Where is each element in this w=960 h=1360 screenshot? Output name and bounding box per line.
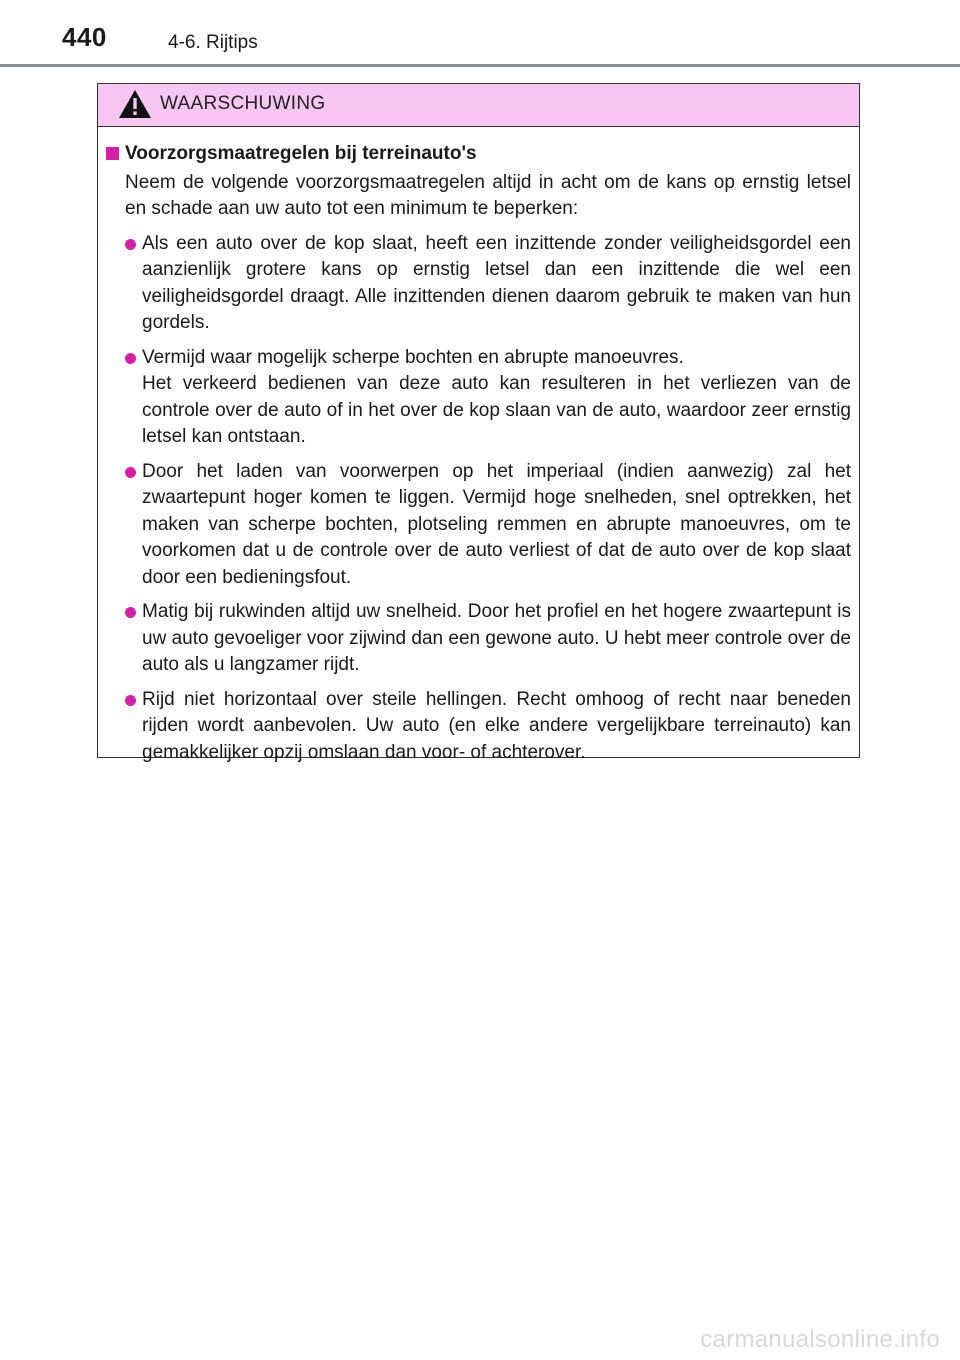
watermark xyxy=(0,1324,960,1360)
list-item-text: Rijd niet horizontaal over steile hellingen. Recht omhoog of recht naar beneden rijden wordt aanbevolen. Uw auto (en elke andere vergelijkbare terreinauto) kan gemakkelijker opzij omslaan dan voor- of achterover. xyxy=(142,688,851,763)
section-title: 4-6. Rijtips xyxy=(168,32,258,53)
list-item xyxy=(125,459,851,592)
list-item-text: Als een auto over de kop slaat, heeft een inzittende zonder veiligheidsgordel een aanzienlijk grotere kans op ernstig letsel dan een inzittende die wel een veiligheidsgordel draagt. Alle inzittenden dienen daarom gebruik te maken van hun gordels. xyxy=(142,232,851,333)
page-header xyxy=(0,0,960,68)
warning-heading xyxy=(106,141,851,168)
watermark-text: carmanualsonline.info xyxy=(700,1326,940,1353)
square-bullet-icon xyxy=(106,147,119,160)
list-item xyxy=(125,231,851,337)
dot-bullet-icon xyxy=(125,239,136,250)
warning-intro: Neem de volgende voorzorgsmaatregelen altijd in acht om de kans op ernstig letsel en schade aan uw auto tot een minimum te beperken: xyxy=(125,171,851,219)
list-item xyxy=(125,345,851,451)
warning-box xyxy=(97,83,860,763)
dot-bullet-icon xyxy=(125,695,136,706)
warning-header xyxy=(98,84,859,127)
warning-heading-text: Voorzorgsmaatregelen bij terreinauto's xyxy=(125,143,477,164)
list-item xyxy=(125,599,851,679)
list-item-text: Vermijd waar mogelijk scherpe bochten en abrupte manoeuvres. Het verkeerd bedienen van deze auto kan resulteren in het verliezen van de controle over de auto of in het over de kop slaan van de auto, waardoor zeer ernstig letsel kan ontstaan. xyxy=(142,346,851,447)
header-divider xyxy=(0,64,960,67)
dot-bullet-icon xyxy=(125,353,136,364)
warning-body xyxy=(98,127,859,766)
warning-title: WAARSCHUWING xyxy=(160,93,326,114)
page-number: 440 xyxy=(62,22,107,52)
list-item-text: Door het laden van voorwerpen op het imperiaal (indien aanwezig) zal het zwaartepunt hoger komen te liggen. Vermijd hoge snelheden, snel optrekken, het maken van scherpe bochten, plotseling remmen en abrupte manoeuvres, om te voorkomen dat u de controle over de auto verliest of dat de auto over de kop slaat door een bedieningsfout. xyxy=(142,460,851,588)
warning-triangle-icon xyxy=(118,89,152,119)
dot-bullet-icon xyxy=(125,607,136,618)
list-item xyxy=(125,687,851,767)
dot-bullet-icon xyxy=(125,467,136,478)
list-item-text: Matig bij rukwinden altijd uw snelheid. Door het profiel en het hogere zwaartepunt is uw auto gevoeliger voor zijwind dan een gewone auto. U hebt meer controle over de auto als u langzamer rijdt. xyxy=(142,601,851,675)
